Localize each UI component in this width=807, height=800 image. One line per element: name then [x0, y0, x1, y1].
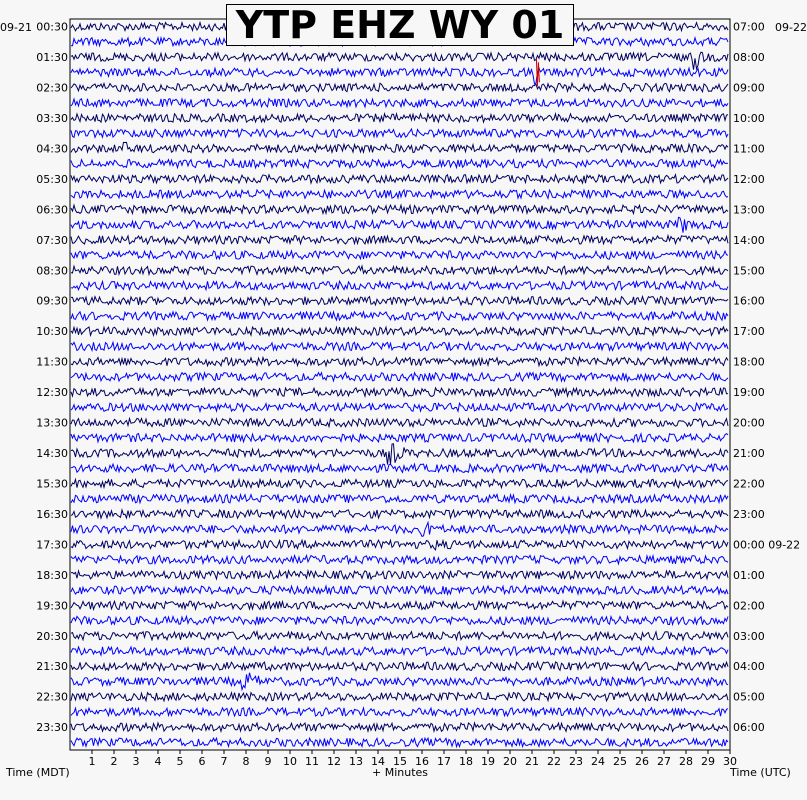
x-tick-label: 19	[481, 755, 495, 768]
trace-line	[71, 464, 728, 472]
right-tick-label: 12:00	[733, 172, 765, 186]
trace-line	[71, 601, 728, 609]
x-tick-label: 6	[198, 755, 206, 768]
trace-line	[71, 373, 728, 381]
x-tick-label: 18	[459, 755, 473, 768]
right-tick-label: 05:00	[733, 690, 765, 704]
x-tick-label: 25	[613, 755, 627, 768]
left-tick-label: 22:30	[36, 690, 68, 704]
x-tick-label: 20	[503, 755, 517, 768]
trace-line	[71, 586, 728, 594]
y-axis-label-left: Time (MDT)	[6, 766, 70, 779]
trace-line	[71, 52, 728, 70]
x-tick-label: 9	[264, 755, 272, 768]
right-tick-label: 04:00	[733, 660, 765, 674]
trace-line	[71, 479, 728, 487]
x-tick-label: 21	[525, 755, 539, 768]
right-tick-label: 21:00	[733, 447, 765, 461]
x-tick-label: 16	[415, 755, 429, 768]
trace-line	[71, 418, 728, 426]
left-tick-label: 00:30	[36, 20, 68, 34]
left-tick-label: 03:30	[36, 111, 68, 125]
right-tick-label: 15:00	[733, 264, 765, 278]
right-tick-label: 02:00	[733, 599, 765, 613]
trace-line	[71, 217, 728, 232]
right-tick-label: 03:00	[733, 629, 765, 643]
x-tick-label: 7	[220, 755, 228, 768]
x-tick-label: 24	[591, 755, 605, 768]
left-tick-label: 20:30	[36, 629, 68, 643]
right-tick-label: 19:00	[733, 386, 765, 400]
trace-line	[71, 540, 728, 550]
x-tick-label: 26	[635, 755, 649, 768]
trace-group	[71, 23, 728, 747]
trace-line	[71, 571, 728, 579]
right-tick-label: 10:00	[733, 111, 765, 125]
left-tick-label: 01:30	[36, 51, 68, 65]
trace-line	[71, 266, 728, 274]
trace-line	[71, 495, 728, 503]
x-tick-label: 10	[283, 755, 297, 768]
x-tick-label: 29	[701, 755, 715, 768]
trace-line	[71, 403, 728, 411]
left-tick-label: 07:30	[36, 233, 68, 247]
x-tick-label: 28	[679, 755, 693, 768]
left-tick-label: 19:30	[36, 599, 68, 613]
right-tick-label: 16:00	[733, 294, 765, 308]
trace-line	[71, 327, 728, 335]
date-left: 09-21	[0, 21, 32, 34]
left-tick-label: 11:30	[36, 355, 68, 369]
trace-line	[71, 444, 728, 465]
trace-line	[71, 693, 728, 701]
left-tick-group	[36, 21, 68, 735]
trace-line	[71, 83, 728, 91]
left-tick-label: 04:30	[36, 142, 68, 156]
trace-line	[71, 205, 728, 213]
trace-line	[71, 388, 728, 396]
trace-line	[71, 738, 728, 746]
right-tick-label: 20:00	[733, 416, 765, 430]
highlight-trace	[536, 58, 539, 86]
right-tick-label: 07:00	[733, 20, 765, 34]
left-tick-label: 13:30	[36, 416, 68, 430]
y-axis-label-right: Time (UTC)	[730, 766, 791, 779]
x-tick-label: 13	[349, 755, 363, 768]
x-tick-label: 15	[393, 755, 407, 768]
right-tick-label: 00:00 09-22	[733, 538, 801, 552]
x-tick-label: 12	[327, 755, 341, 768]
trace-line	[71, 673, 728, 690]
left-tick-label: 10:30	[36, 325, 68, 339]
x-tick-label: 2	[110, 755, 118, 768]
trace-line	[71, 632, 728, 640]
trace-line	[71, 129, 728, 137]
right-tick-label: 22:00	[733, 477, 765, 491]
trace-line	[71, 160, 728, 168]
trace-line	[71, 616, 728, 624]
x-tick-label: 4	[154, 755, 162, 768]
x-tick-label: 14	[371, 755, 385, 768]
trace-line	[71, 114, 728, 122]
x-axis-label: + Minutes	[372, 766, 429, 779]
x-tick-label: 23	[569, 755, 583, 768]
x-tick-label: 22	[547, 755, 561, 768]
left-tick-label: 09:30	[36, 294, 68, 308]
trace-line	[71, 342, 728, 350]
right-tick-label: 06:00	[733, 721, 765, 735]
left-tick-label: 12:30	[36, 386, 68, 400]
trace-line	[71, 510, 728, 518]
trace-line	[71, 142, 728, 152]
right-tick-label: 11:00	[733, 142, 765, 156]
left-tick-label: 23:30	[36, 721, 68, 735]
x-tick-label: 8	[242, 755, 250, 768]
left-tick-label: 21:30	[36, 660, 68, 674]
trace-line	[71, 251, 728, 259]
x-tick-label: 3	[132, 755, 140, 768]
right-tick-label: 17:00	[733, 325, 765, 339]
trace-line	[71, 297, 728, 305]
trace-line	[71, 281, 728, 289]
x-tick-label: 1	[88, 755, 96, 768]
trace-line	[71, 312, 728, 320]
trace-line	[71, 358, 728, 366]
trace-line	[71, 175, 728, 183]
trace-line	[71, 236, 728, 244]
trace-line	[71, 434, 728, 442]
trace-line	[71, 555, 728, 563]
left-tick-label: 15:30	[36, 477, 68, 491]
trace-line	[71, 190, 728, 198]
left-tick-label: 08:30	[36, 264, 68, 278]
trace-line	[71, 523, 728, 537]
left-tick-label: 02:30	[36, 81, 68, 95]
x-tick-label: 11	[305, 755, 319, 768]
right-tick-label: 01:00	[733, 568, 765, 582]
left-tick-label: 05:30	[36, 172, 68, 186]
trace-line	[71, 662, 728, 670]
right-tick-label: 23:00	[733, 507, 765, 521]
right-tick-label: 18:00	[733, 355, 765, 369]
trace-line	[71, 647, 728, 655]
right-tick-label: 14:00	[733, 233, 765, 247]
plot-frame	[70, 19, 730, 750]
right-tick-group	[733, 21, 800, 735]
trace-line	[71, 708, 728, 716]
left-tick-label: 06:30	[36, 203, 68, 217]
x-tick-label: 30	[723, 755, 737, 768]
left-tick-label: 17:30	[36, 538, 68, 552]
left-tick-label: 14:30	[36, 447, 68, 461]
date-right: 09-22	[775, 21, 807, 34]
left-tick-label: 18:30	[36, 568, 68, 582]
chart-title: YTP EHZ WY 01	[226, 4, 574, 46]
trace-line	[71, 99, 728, 107]
x-tick-label: 17	[437, 755, 451, 768]
right-tick-label: 08:00	[733, 51, 765, 65]
trace-line	[71, 723, 728, 731]
left-tick-label: 16:30	[36, 507, 68, 521]
trace-line	[71, 68, 728, 84]
x-tick-label: 5	[176, 755, 184, 768]
x-tick-label: 27	[657, 755, 671, 768]
right-tick-label: 09:00	[733, 81, 765, 95]
right-tick-label: 13:00	[733, 203, 765, 217]
